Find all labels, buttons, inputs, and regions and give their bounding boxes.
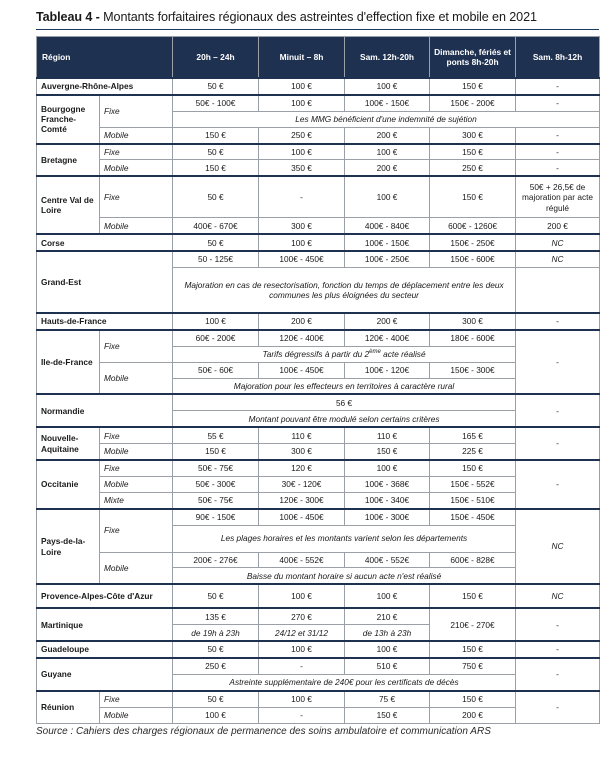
cell: - xyxy=(516,691,600,723)
cell: 50 € xyxy=(173,641,259,658)
cell: 225 € xyxy=(430,444,516,460)
cell: - xyxy=(516,330,600,395)
cell: 50 - 125€ xyxy=(173,251,259,267)
cell: - xyxy=(516,394,600,427)
cell: 250 € xyxy=(259,127,345,143)
cell: - xyxy=(259,658,345,674)
subtype-label: Mobile xyxy=(100,218,173,234)
table-row xyxy=(37,362,600,378)
cell: 110 € xyxy=(259,427,345,443)
cell: 100€ - 250€ xyxy=(345,251,430,267)
cell: 150 € xyxy=(430,641,516,658)
region-name: Guadeloupe xyxy=(37,641,173,658)
cell: 150€ - 450€ xyxy=(430,509,516,525)
cell: 150 € xyxy=(345,707,430,723)
cell: 50€ - 75€ xyxy=(173,492,259,508)
cell: 150€ - 300€ xyxy=(430,362,516,378)
cell: 50€ - 75€ xyxy=(173,460,259,476)
subtype-label: Fixe xyxy=(100,330,173,362)
table-row xyxy=(37,160,600,176)
cell: 210€ - 270€ xyxy=(430,608,516,641)
cell: 180€ - 600€ xyxy=(430,330,516,346)
region-name: Réunion xyxy=(37,691,100,723)
cell: 50 € xyxy=(173,144,259,160)
table-row xyxy=(37,476,600,492)
cell: 100€ - 300€ xyxy=(345,509,430,525)
cell: 100€ - 368€ xyxy=(345,476,430,492)
table-caption: Montants forfaitaires régionaux des astreintes d'effection fixe et mobile en 2021 xyxy=(99,10,537,24)
header-dimanche: Dimanche, fériés et ponts 8h-20h xyxy=(430,37,516,79)
region-name: Auvergne-Rhône-Alpes xyxy=(37,78,173,95)
table-row xyxy=(37,608,600,624)
cell: 300 € xyxy=(430,313,516,330)
note-cell: Montant pouvant être modulé selon certains critères xyxy=(173,411,516,427)
cell: 150 € xyxy=(173,127,259,143)
cell: 50€ - 100€ xyxy=(173,95,259,111)
region-name: Nouvelle-Aquitaine xyxy=(37,427,100,460)
table-title xyxy=(36,10,596,24)
cell: 150€ - 250€ xyxy=(430,234,516,251)
table-row xyxy=(37,234,600,251)
region-name: Bourgogne Franche-Comté xyxy=(37,95,100,144)
table-row xyxy=(37,552,600,568)
cell: 100€ - 120€ xyxy=(345,362,430,378)
region-name: Pays-de-la-Loire xyxy=(37,509,100,585)
table-row xyxy=(37,251,600,267)
allowance-table xyxy=(36,36,600,724)
cell: 100 € xyxy=(345,176,430,218)
cell: 100 € xyxy=(345,460,430,476)
cell: 150 € xyxy=(430,144,516,160)
cell: 250 € xyxy=(430,160,516,176)
cell: - xyxy=(516,608,600,641)
table-row xyxy=(37,641,600,658)
note-cell xyxy=(173,346,516,362)
subtype-label: Mobile xyxy=(100,160,173,176)
cell: 120 € xyxy=(259,460,345,476)
table-row xyxy=(37,127,600,143)
cell: 750 € xyxy=(430,658,516,674)
cell: 400€ - 840€ xyxy=(345,218,430,234)
table-row xyxy=(37,444,600,460)
note-text: Tarifs dégressifs à partir du 2 xyxy=(262,349,370,360)
header-sam-8h-12h: Sam. 8h-12h xyxy=(516,37,600,79)
header-20h-24h: 20h – 24h xyxy=(173,37,259,79)
cell: 200 € xyxy=(430,707,516,723)
region-name: Corse xyxy=(37,234,173,251)
cell: 150€ - 552€ xyxy=(430,476,516,492)
cell-detail: de 19h à 23h xyxy=(173,625,259,641)
cell: 150€ - 200€ xyxy=(430,95,516,111)
cell: 150 € xyxy=(430,460,516,476)
cell: 50 € xyxy=(173,176,259,218)
cell: 200 € xyxy=(345,127,430,143)
cell: 135 € xyxy=(173,608,259,624)
subtype-label: Mobile xyxy=(100,127,173,143)
empty-cell xyxy=(516,268,600,314)
region-name: Ile-de-France xyxy=(37,330,100,395)
subtype-label: Fixe xyxy=(100,691,173,707)
cell: 100€ - 340€ xyxy=(345,492,430,508)
table-row xyxy=(37,658,600,674)
cell: 400€ - 670€ xyxy=(173,218,259,234)
cell: 100 € xyxy=(259,584,345,608)
table-row xyxy=(37,78,600,95)
cell: - xyxy=(259,707,345,723)
cell: 100 € xyxy=(173,313,259,330)
cell: NC xyxy=(516,584,600,608)
cell: 100€ - 150€ xyxy=(345,95,430,111)
cell-detail: 24/12 et 31/12 xyxy=(259,625,345,641)
cell: - xyxy=(516,313,600,330)
cell: 120€ - 400€ xyxy=(345,330,430,346)
note-cell: Majoration pour les effecteurs en territoires à caractère rural xyxy=(173,378,516,394)
cell: 50 € xyxy=(173,234,259,251)
cell: 50 € xyxy=(173,691,259,707)
subtype-label: Mobile xyxy=(100,444,173,460)
cell: 200 € xyxy=(516,218,600,234)
cell: 300 € xyxy=(259,444,345,460)
cell: 30€ - 120€ xyxy=(259,476,345,492)
cell: 100€ - 450€ xyxy=(259,251,345,267)
note-cell: Astreinte supplémentaire de 240€ pour les certificats de décès xyxy=(173,674,516,690)
cell: 150 € xyxy=(173,444,259,460)
cell: 200€ - 276€ xyxy=(173,552,259,568)
region-name: Grand-Est xyxy=(37,251,173,313)
subtype-label: Mobile xyxy=(100,707,173,723)
subtype-label: Mobile xyxy=(100,362,173,394)
cell: 165 € xyxy=(430,427,516,443)
table-row xyxy=(37,95,600,111)
cell: - xyxy=(516,427,600,460)
subtype-label: Fixe xyxy=(100,176,173,218)
cell: 100 € xyxy=(345,144,430,160)
subtype-label: Fixe xyxy=(100,460,173,476)
note-cell: Baisse du montant horaire si aucun acte n'est réalisé xyxy=(173,568,516,584)
cell: 120€ - 300€ xyxy=(259,492,345,508)
cell: - xyxy=(516,641,600,658)
cell: 100 € xyxy=(259,234,345,251)
cell: NC xyxy=(516,509,600,585)
subtype-label: Fixe xyxy=(100,427,173,443)
cell: 400€ - 552€ xyxy=(345,552,430,568)
cell: 210 € xyxy=(345,608,430,624)
header-sam-12h-20h: Sam. 12h-20h xyxy=(345,37,430,79)
cell: 100 € xyxy=(345,584,430,608)
region-name: Guyane xyxy=(37,658,173,691)
cell: 150€ - 510€ xyxy=(430,492,516,508)
table-row xyxy=(37,509,600,525)
table-row xyxy=(37,313,600,330)
subtype-label: Fixe xyxy=(100,144,173,160)
region-name: Occitanie xyxy=(37,460,100,509)
table-row xyxy=(37,492,600,508)
table-row xyxy=(37,394,600,410)
region-name: Bretagne xyxy=(37,144,100,177)
cell: - xyxy=(516,460,600,509)
title-underline xyxy=(36,29,599,30)
region-name: Provence-Alpes-Côte d'Azur xyxy=(37,584,173,608)
subtype-label: Fixe xyxy=(100,95,173,127)
cell: 90€ - 150€ xyxy=(173,509,259,525)
table-row xyxy=(37,176,600,218)
region-name: Hauts-de-France xyxy=(37,313,173,330)
cell: 50€ + 26,5€ de majoration par acte régulé xyxy=(516,176,600,218)
table-row xyxy=(37,691,600,707)
cell: - xyxy=(516,95,600,111)
region-name: Normandie xyxy=(37,394,173,427)
cell: 150€ - 600€ xyxy=(430,251,516,267)
cell: 100 € xyxy=(259,95,345,111)
cell: 100€ - 450€ xyxy=(259,509,345,525)
cell: 400€ - 552€ xyxy=(259,552,345,568)
cell: 50 € xyxy=(173,78,259,95)
cell: 100€ - 450€ xyxy=(259,362,345,378)
cell: 100 € xyxy=(259,78,345,95)
cell: 510 € xyxy=(345,658,430,674)
cell-detail: de 13h à 23h xyxy=(345,625,430,641)
table-row xyxy=(37,144,600,160)
cell: 100 € xyxy=(345,641,430,658)
region-name: Martinique xyxy=(37,608,173,641)
header-minuit-8h: Minuit – 8h xyxy=(259,37,345,79)
cell: 150 € xyxy=(430,78,516,95)
cell: 50€ - 60€ xyxy=(173,362,259,378)
header-region: Région xyxy=(37,37,173,79)
cell: NC xyxy=(516,251,600,267)
cell: 270 € xyxy=(259,608,345,624)
cell: 200 € xyxy=(345,313,430,330)
cell: 60€ - 200€ xyxy=(173,330,259,346)
subtype-label: Mobile xyxy=(100,552,173,584)
cell: 100 € xyxy=(259,144,345,160)
note-superscript: ème xyxy=(369,349,381,356)
source-note: Source : Cahiers des charges régionaux de permanence des soins ambulatoire et communication ARS xyxy=(36,726,491,737)
cell: 200 € xyxy=(345,160,430,176)
table-row xyxy=(37,330,600,346)
cell: 300 € xyxy=(430,127,516,143)
table-row xyxy=(37,584,600,608)
cell: - xyxy=(516,78,600,95)
cell: 150 € xyxy=(345,444,430,460)
cell: 150 € xyxy=(173,160,259,176)
cell: 150 € xyxy=(430,691,516,707)
note-cell: Les plages horaires et les montants varient selon les départements xyxy=(173,525,516,552)
header-row xyxy=(37,37,600,79)
note-cell: Majoration en cas de resectorisation, fonction du temps de déplacement entre les deux communes les plus éloignées du secteur xyxy=(173,268,516,314)
cell: 200 € xyxy=(259,313,345,330)
table-row xyxy=(37,218,600,234)
table-row xyxy=(37,707,600,723)
cell: 56 € xyxy=(173,394,516,410)
cell: 600€ - 828€ xyxy=(430,552,516,568)
cell: 150 € xyxy=(430,176,516,218)
subtype-label: Mixte xyxy=(100,492,173,508)
cell: 50 € xyxy=(173,584,259,608)
cell: NC xyxy=(516,234,600,251)
cell: - xyxy=(516,658,600,691)
cell: - xyxy=(516,144,600,160)
cell: 300 € xyxy=(259,218,345,234)
subtype-label: Fixe xyxy=(100,509,173,552)
cell: 50€ - 300€ xyxy=(173,476,259,492)
table-number: Tableau 4 - xyxy=(36,10,100,24)
cell: 100 € xyxy=(345,78,430,95)
table-row xyxy=(37,460,600,476)
cell: 250 € xyxy=(173,658,259,674)
subtype-label: Mobile xyxy=(100,476,173,492)
cell: 120€ - 400€ xyxy=(259,330,345,346)
cell: - xyxy=(516,160,600,176)
note-text: acte réalisé xyxy=(380,349,426,360)
cell: 350 € xyxy=(259,160,345,176)
cell: 100 € xyxy=(173,707,259,723)
cell: 55 € xyxy=(173,427,259,443)
region-name: Centre Val de Loire xyxy=(37,176,100,234)
cell: - xyxy=(516,127,600,143)
cell: - xyxy=(259,176,345,218)
cell: 100 € xyxy=(259,691,345,707)
cell: 100 € xyxy=(259,641,345,658)
cell: 600€ - 1260€ xyxy=(430,218,516,234)
cell: 100€ - 150€ xyxy=(345,234,430,251)
note-cell: Les MMG bénéficient d'une indemnité de sujétion xyxy=(173,111,600,127)
cell: 150 € xyxy=(430,584,516,608)
cell: 75 € xyxy=(345,691,430,707)
cell: 110 € xyxy=(345,427,430,443)
table-row xyxy=(37,427,600,443)
